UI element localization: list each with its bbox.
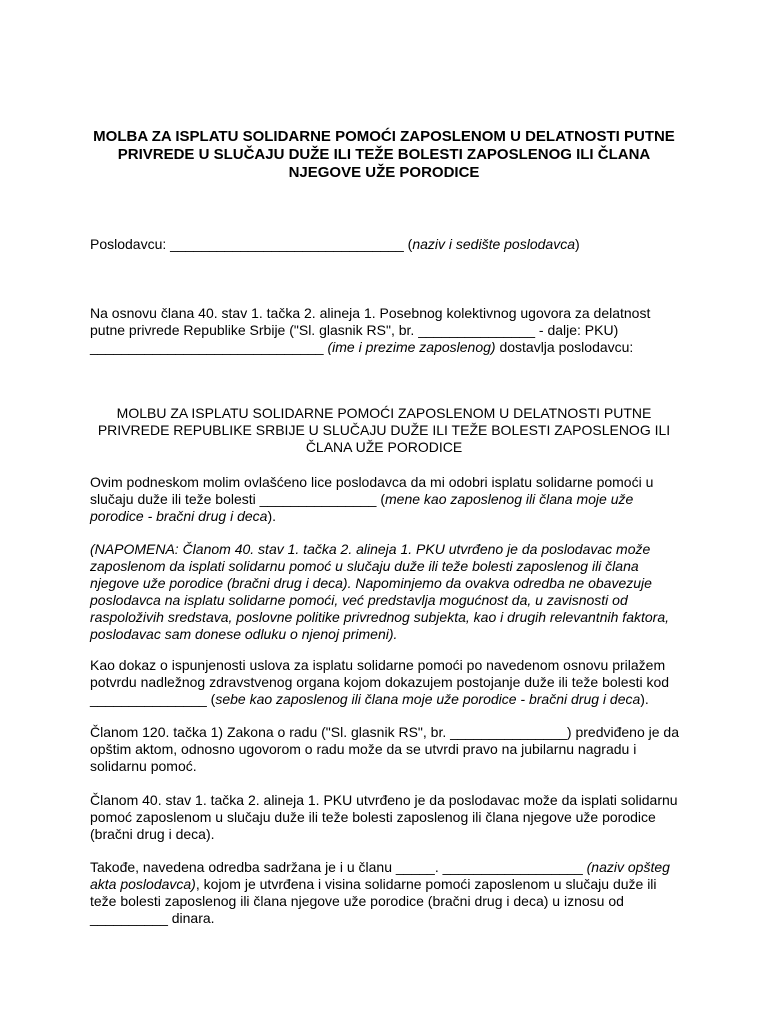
paragraph-line: Članom 40. stav 1. tačka 2. alineja 1. PKU utvrđeno je da poslodavac može da isplati solidarnu <box>90 792 678 808</box>
intro-blank: ______________________________ <box>90 339 328 355</box>
intro-paragraph <box>90 305 690 356</box>
general-act-paragraph <box>90 859 690 927</box>
note-line: raspoloživih sredstava, poslovne politike privrednog subjekta, kao i drugih relevantnih faktora, <box>90 609 669 625</box>
paragraph-text: ). <box>640 691 649 707</box>
note-paragraph <box>90 541 690 643</box>
intro-line: putne privrede Republike Srbije ("Sl. glasnik RS", br. _______________ - dalje: PKU) <box>90 322 619 338</box>
paragraph-hint: akta poslodavca) <box>90 876 196 892</box>
note-line: njegove uže porodice (bračni drug i deca). Napominjemo da ovakva odredba ne obavezuje <box>90 575 652 591</box>
paragraph-line: Članom 120. tačka 1) Zakona o radu ("Sl. glasnik RS", br. _______________) predviđeno je da <box>90 724 679 740</box>
note-line: poslodavac sam donese odluku o njenoj primeni). <box>90 626 398 642</box>
title-line: NJEGOVE UŽE PORODICE <box>288 164 480 181</box>
employer-blank: ______________________________ <box>170 236 404 252</box>
paragraph-line: Ovim podneskom molim ovlašćeno lice poslodavca da mi odobri isplatu solidarne pomoći u <box>90 474 654 490</box>
paragraph-line: potvrdu nadležnog zdravstvenog organa kojom dokazujem postojanje duže ili teže bolesti kod <box>90 674 670 690</box>
paragraph-text: slučaju duže ili teže bolesti _______________ ( <box>90 491 385 507</box>
employer-open-paren: ( <box>403 236 413 252</box>
paragraph-line: Kao dokaz o ispunjenosti uslova za isplatu solidarne pomoći po navedenom osnovu prilažem <box>90 657 666 673</box>
labor-law-paragraph <box>90 724 690 775</box>
intro-line: Na osnovu člana 40. stav 1. tačka 2. alineja 1. Posebnog kolektivnog ugovora za delatnost <box>90 305 651 321</box>
paragraph-hint: sebe kao zaposlenog ili člana moje uže porodice - bračni drug i deca <box>215 691 641 707</box>
employer-close-paren: ) <box>574 236 580 252</box>
note-line: poslodavca na isplatu solidarne pomoći, već predstavlja mogućnost da, u zavisnosti od <box>90 592 628 608</box>
paragraph-hint: porodice - bračni drug i deca <box>90 508 268 524</box>
employer-label: Poslodavcu: <box>90 236 171 252</box>
paragraph-text: Takođe, navedena odredba sadržana je i u članu _____. __________________ <box>90 859 587 875</box>
pku-paragraph <box>90 792 690 843</box>
subtitle-line: PRIVREDE REPUBLIKE SRBIJE U SLUČAJU DUŽE ILI TEŽE BOLESTI ZAPOSLENOG ILI <box>97 422 671 438</box>
intro-tail: dostavlja poslodavcu: <box>495 339 634 355</box>
note-line: (NAPOMENA: Članom 40. stav 1. tačka 2. alineja 1. PKU utvrđeno je da poslodavac može <box>90 541 651 557</box>
evidence-paragraph <box>90 657 690 708</box>
employer-line <box>90 236 690 253</box>
paragraph-hint: (naziv opšteg <box>586 859 670 875</box>
subtitle-line: MOLBU ZA ISPLATU SOLIDARNE POMOĆI ZAPOSLENOM U DELATNOSTI PUTNE <box>116 405 652 421</box>
request-subtitle <box>80 405 688 456</box>
paragraph-line: __________ dinara. <box>90 910 215 926</box>
paragraph-line: (bračni drug i deca). <box>90 826 215 842</box>
note-line: zaposlenom da isplati solidarnu pomoć u slučaju duže ili teže bolesti zaposlenog ili člana <box>90 558 639 574</box>
title-line: MOLBA ZA ISPLATU SOLIDARNE POMOĆI ZAPOSLENOM U DELATNOSTI PUTNE <box>93 128 675 145</box>
paragraph-line: opštim aktom, odnosno ugovorom o radu može da se utvrdi pravo na jubilarnu nagradu i <box>90 741 637 757</box>
paragraph-text: _______________ ( <box>90 691 216 707</box>
request-paragraph <box>90 474 690 525</box>
intro-hint: (ime i prezime zaposlenog) <box>327 339 496 355</box>
subtitle-line: ČLANA UŽE PORODICE <box>305 439 463 455</box>
paragraph-text: , kojom je utvrđena i visina solidarne pomoći zaposlenom u slučaju duže ili <box>195 876 657 892</box>
paragraph-text: ). <box>267 508 276 524</box>
document-title <box>80 128 688 182</box>
title-line: PRIVREDE U SLUČAJU DUŽE ILI TEŽE BOLESTI ZAPOSLENOG ILI ČLANA <box>117 146 651 163</box>
employer-hint: naziv i sedište poslodavca <box>412 236 575 252</box>
paragraph-hint: mene kao zaposlenog ili člana moje uže <box>385 491 634 507</box>
paragraph-line: solidarnu pomoć. <box>90 758 197 774</box>
paragraph-line: pomoć zaposlenom u slučaju duže ili teže bolesti zaposlenog ili člana njegove uže porodice <box>90 809 656 825</box>
paragraph-line: teže bolesti zaposlenog ili člana njegove uže porodice (bračni drug i deca) u iznosu od <box>90 893 624 909</box>
